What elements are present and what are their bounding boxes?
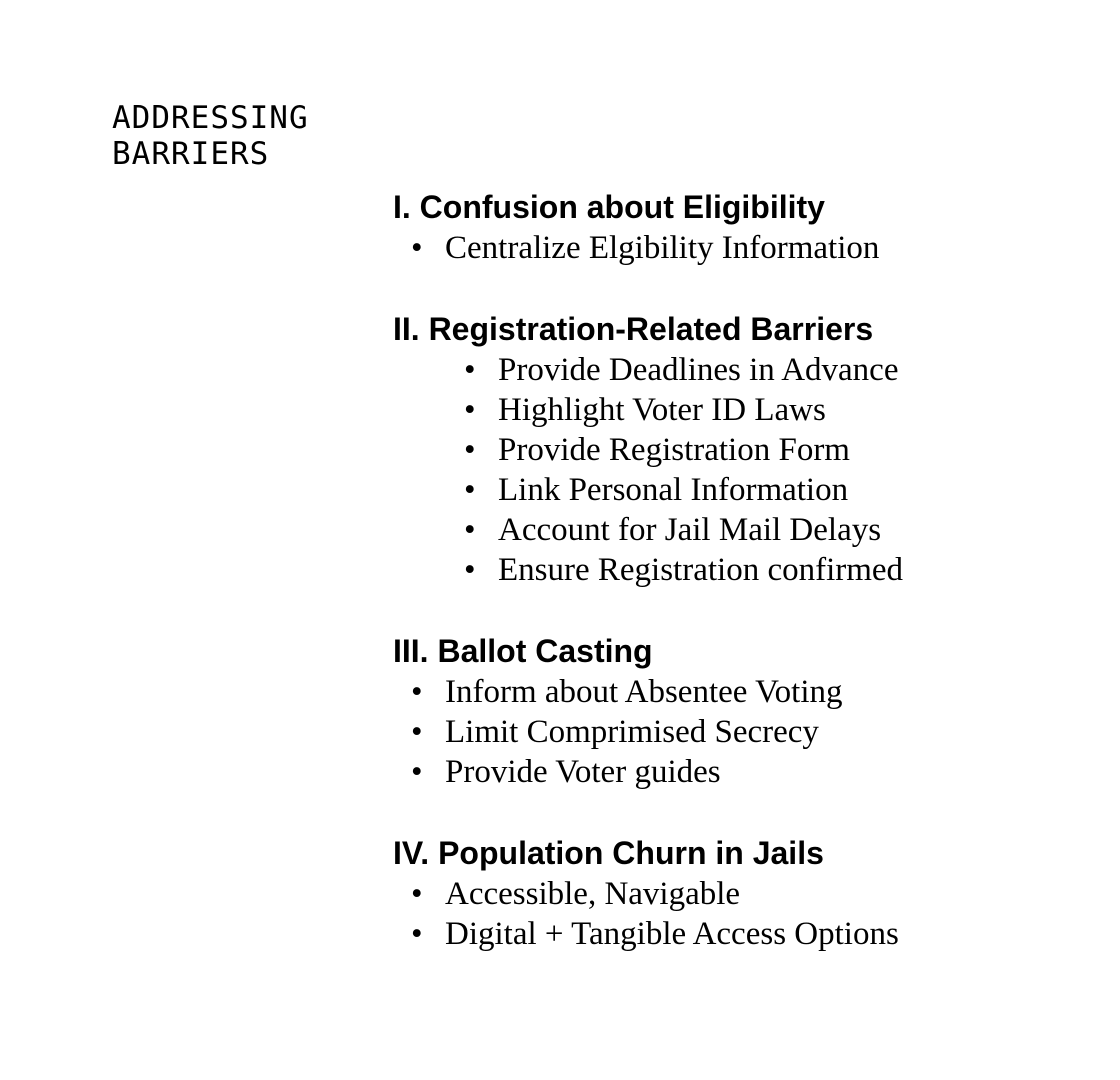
bullet-icon: • (411, 754, 423, 790)
list-item (393, 752, 1093, 792)
bullet-list (393, 672, 1093, 792)
bullet-icon: • (411, 230, 423, 266)
list-item-text: Limit Comprimised Secrecy (445, 714, 819, 750)
bullet-icon: • (411, 916, 423, 952)
section-title: II. Registration-Related Barriers (393, 311, 874, 347)
section-population-churn (393, 832, 1093, 954)
bullet-icon: • (464, 512, 476, 548)
list-item (393, 390, 1093, 430)
bullet-icon: • (464, 472, 476, 508)
bullet-list (393, 874, 1093, 954)
list-item-text: Ensure Registration confirmed (498, 552, 904, 588)
list-item (393, 914, 1093, 954)
bullet-icon: • (464, 392, 476, 428)
list-item (393, 550, 1093, 590)
section-eyebrow (112, 100, 309, 172)
list-item-text: Account for Jail Mail Delays (498, 512, 882, 548)
list-item (393, 672, 1093, 712)
list-item-text: Highlight Voter ID Laws (498, 392, 826, 428)
eyebrow-line-1: ADDRESSING (112, 100, 309, 136)
list-item (393, 712, 1093, 752)
bullet-icon: • (464, 352, 476, 388)
section-title: III. Ballot Casting (393, 633, 653, 669)
bullet-icon: • (464, 552, 476, 588)
list-item (393, 350, 1093, 390)
section-title: I. Confusion about Eligibility (393, 189, 825, 225)
list-item (393, 470, 1093, 510)
list-item-text: Inform about Absentee Voting (445, 674, 843, 710)
list-item-text: Digital + Tangible Access Options (445, 916, 899, 952)
section-ballot-casting (393, 630, 1093, 792)
list-item-text: Centralize Elgibility Information (445, 230, 880, 266)
bullet-list (393, 350, 1093, 590)
list-item (393, 510, 1093, 550)
list-item-text: Link Personal Information (498, 472, 849, 508)
list-item-text: Provide Voter guides (445, 754, 721, 790)
list-item (393, 228, 1093, 268)
eyebrow-line-2: BARRIERS (112, 136, 270, 172)
section-registration (393, 308, 1093, 590)
bullet-icon: • (411, 714, 423, 750)
list-item (393, 430, 1093, 470)
list-item-text: Provide Registration Form (498, 432, 850, 468)
list-item-text: Provide Deadlines in Advance (498, 352, 899, 388)
bullet-icon: • (411, 876, 423, 912)
section-eligibility (393, 186, 1093, 268)
list-item-text: Accessible, Navigable (445, 876, 741, 912)
bullet-icon: • (464, 432, 476, 468)
list-item (393, 874, 1093, 914)
bullet-list (393, 228, 1093, 268)
section-title: IV. Population Churn in Jails (393, 835, 824, 871)
bullet-icon: • (411, 674, 423, 710)
barriers-outline (393, 186, 1093, 994)
